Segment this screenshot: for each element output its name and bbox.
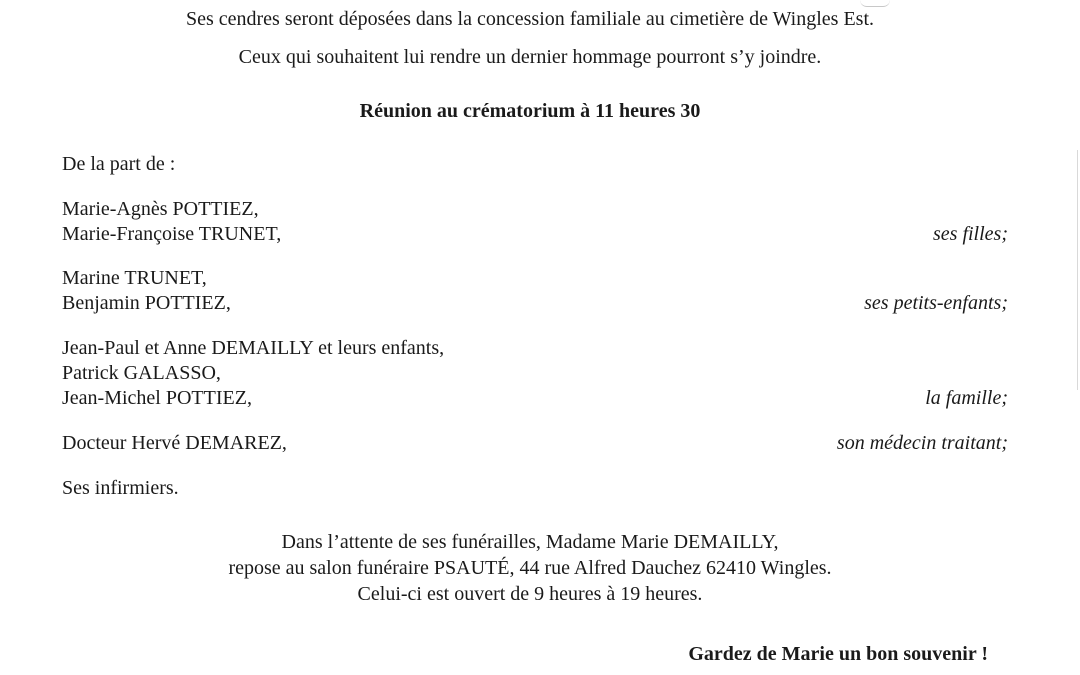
intro-line-1: Ses cendres seront déposées dans la concession familiale au cimetière de Wingles Est. bbox=[185, 8, 875, 30]
intro-line-2: Ceux qui souhaitent lui rendre un dernier hommage pourront s’y joindre. bbox=[238, 46, 822, 68]
relation-label: la famille; bbox=[925, 387, 1008, 409]
top-edge-mark bbox=[860, 0, 890, 7]
family-name: Benjamin POTTIEZ, bbox=[62, 292, 231, 314]
from-label: De la part de : bbox=[62, 153, 176, 175]
family-name: Marie-Françoise TRUNET, bbox=[62, 223, 282, 245]
closing-line: Gardez de Marie un bon souvenir ! bbox=[688, 643, 988, 665]
family-name: Jean-Michel POTTIEZ, bbox=[62, 387, 252, 409]
family-name: Marie-Agnès POTTIEZ, bbox=[62, 198, 259, 220]
scan-edge-line bbox=[1077, 150, 1078, 390]
funeral-home-line-3: Celui-ci est ouvert de 9 heures à 19 heures. bbox=[357, 583, 703, 605]
meeting-heading: Réunion au crématorium à 11 heures 30 bbox=[359, 100, 701, 122]
funeral-home-line-1: Dans l’attente de ses funérailles, Madame Marie DEMAILLY, bbox=[281, 531, 779, 553]
family-name: Patrick GALASSO, bbox=[62, 362, 221, 384]
funeral-home-line-2: repose au salon funéraire PSAUTÉ, 44 rue Alfred Dauchez 62410 Wingles. bbox=[228, 557, 832, 579]
relation-label: ses petits-enfants; bbox=[864, 292, 1008, 314]
relation-label: son médecin traitant; bbox=[836, 432, 1008, 454]
family-name: Jean-Paul et Anne DEMAILLY et leurs enfants, bbox=[62, 337, 445, 359]
family-name: Marine TRUNET, bbox=[62, 267, 207, 289]
family-name: Docteur Hervé DEMAREZ, bbox=[62, 432, 287, 454]
relation-label: ses filles; bbox=[933, 223, 1008, 245]
family-name: Ses infirmiers. bbox=[62, 477, 179, 499]
